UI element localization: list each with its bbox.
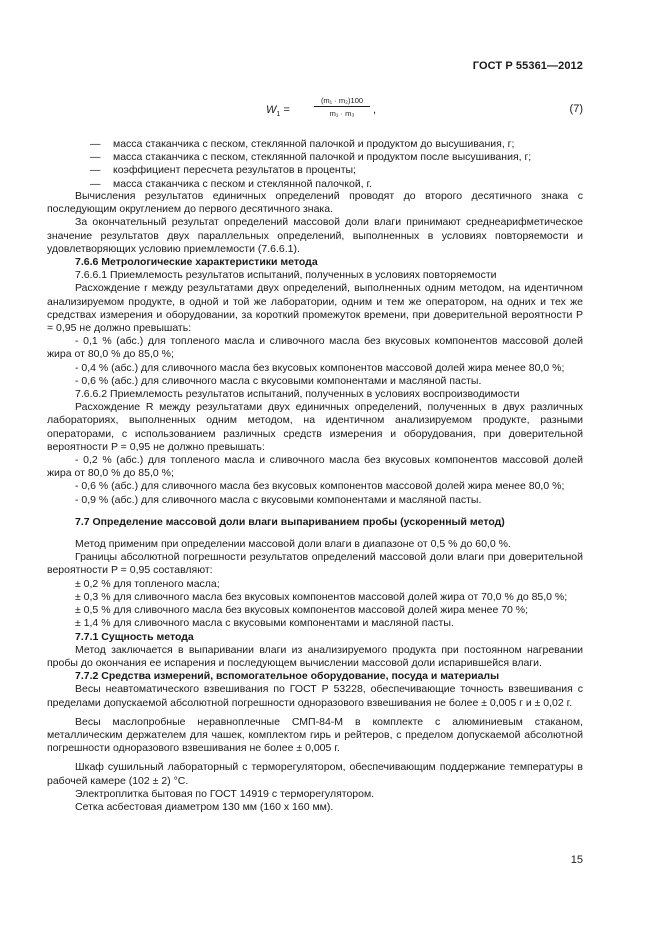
list-item: - 0,6 % (абс.) для сливочного масла без вкусовых компонентов массовой долей жира менее 80,0 %; (75, 480, 565, 493)
formula-lhs: $W_1$ = (266, 104, 290, 119)
paragraph: Расхождение R между результатами двух единичных определений, полученных в двух различных лабораториях, выполненных одним методом, на идентичном анализируемом продукте, разными операторами, с использованием различных средств измерения и оборудования, при доверительной вероятности P = 0,95 не должно превышать: (47, 401, 583, 453)
paragraph: Весы неавтоматического взвешивания по ГОСТ Р 53228, обеспечивающие точность взвешивания с пределами допускаемой абсолютной погрешности одноразового взвешивания не более ± 0,005 г и ± 0,02 г. (47, 683, 583, 709)
definition-text: коэффициент пересчета результатов в проценты; (113, 164, 356, 177)
definition-text: масса стаканчика с песком, стеклянной палочкой и продуктом до высушивания, г; (113, 138, 515, 150)
paragraph: Весы маслопробные неравноплечные СМП-84-М в комплекте с алюминиевым стаканом, металлическим держателем для чашек, комплектом гирь и рейтеров, с пределом допускаемой абсолютной погрешности одноразового взвешивания не более ± 0,005 г. (47, 715, 583, 755)
paragraph: Метод заключается в выпаривании влаги из анализируемого продукта при постоянном нагревании пробы до окончания ее испарения и последующем вычислении массовой доли испарившейся влаги. (47, 643, 583, 669)
formula-denominator: m₁ · m₃ (329, 109, 355, 118)
document-page: ГОСТ Р 55361—2012 $W_1$ = $\frac{\text{(m₁ · m₂)100}}{\text{m₁ · m₃}}$ , (7) — масса стаканчика с песком, стеклянной палочкой и продуктом до высушивания, г; — масса стаканчика с песком, стеклянной палочкой и продуктом после высушивания, г; — коэффициент пересчета результатов в проценты; — масса стаканчика с песком и стеклянной палочкой, г. Вычисления результатов единичных определений проводят до второго десятичного знака с последующим округлением до первого десятичного знака. За окончательный результат определений массовой доли влаги принимают среднеарифметическое значение результатов двух параллельных определений, выполненных в условиях повторяемости и удовлетворяющих условию приемлемости (7.6.6.1). 7.6.6 Метрологические характеристики метода 7.6.6.1 Приемлемость результатов испытаний, полученных в условиях повторяемости Расхождение r между результатами двух определений, выполненных одним методом, на идентичном анализируемом продукте, в одной и той же лаборатории, одним и тем же оператором, на одних и тех же средствах измерения и оборудовании, за короткий промежуток времени, при доверительной вероятности P = 0,95 не должно превышать: - 0,1 % (абс.) для топленого масла и сливочного масла без вкусовых компонентов массовой долей жира от 80,0 % до 85,0 %; - 0,4 % (абс.) для сливочного масла без вкусовых компонентов массовой долей жира менее 80,0 %; - 0,6 % (абс.) для сливочного масла с вкусовыми компонентами и масляной пасты. 7.6.6.2 Приемлемость результатов испытаний, полученных в условиях воспроизводимости Расхождение R между результатами двух единичных определений, полученных в двух различных лабораториях, выполненных одним методом, на идентичном анализируемом продукте, разными операторами, с использованием различных средств измерения и оборудования, при доверительной вероятности P = 0,95 не должно превышать: - 0,2 % (абс.) для топленого масла и сливочного масла без вкусовых компонентов массовой долей жира от 80,0 % до 85,0 %; - 0,6 % (абс.) для сливочного масла без вкусовых компонентов массовой долей жира менее 80,0 %; - 0,9 % (абс.) для сливочного масла с вкусовыми компонентами и масляной пасты. 7.7 Определение массовой доли влаги выпариванием пробы (ускоренный метод) Метод применим при определении массовой доли влаги в диапазоне от 0,5 % до 60,0 %. Границы абсолютной погрешности результатов определений массовой доли влаги при доверительной вероятности P = 0,95 составляют: ± 0,2 % для топленого масла; ± 0,3 % для сливочного масла без вкусовых компонентов массовой долей жира от 70,0 % до 85,0 %; ± 0,5 % для сливочного масла без вкусовых компонентов массовой долей жира менее 70 %; ± 1,4 % для сливочного масла с вкусовыми компонентами и масляной пасты. 7.7.1 Сущность метода Метод заключается в выпаривании влаги из анализируемого продукта при постоянном нагревании пробы до окончания ее испарения и последующем вычислении массовой доли испарившейся влаги. 7.7.2 Средства измерений, вспомогательное оборудование, посуда и материалы Весы неавтоматического взвешивания по ГОСТ Р 53228, обеспечивающие точность взвешивания с пределами допускаемой абсолютной погрешности одноразового взвешивания не более ± 0,005 г и ± 0,02 г. Весы маслопробные неравноплечные СМП-84-М в комплекте с алюминиевым стаканом, металлическим держателем для чашек, комплектом гирь и рейтеров, с пределом допускаемой абсолютной погрешности одноразового взвешивания не более ± 0,005 г. Шкаф сушильный лабораторный с терморегулятором, обеспечивающим поддержание температуры в рабочей камере (102 ± 2) °С. Электроплитка бытовая по ГОСТ 14919 с терморегулятором. Сетка асбестовая диаметром 130 мм (160 х 160 мм). 15 (47, 60, 583, 866)
paragraph: Сетка асбестовая диаметром 130 мм (160 х 160 мм). (75, 800, 334, 813)
definition-text: масса стаканчика с песком и стеклянной палочкой, г. (113, 177, 372, 190)
list-item: - 0,1 % (абс.) для топленого масла и сливочного масла без вкусовых компонентов массовой долей жира от 80,0 % до 85,0 %; (47, 335, 583, 361)
section-heading-7-6-6: 7.6.6 Метрологические характеристики метода (75, 256, 318, 269)
paragraph: Шкаф сушильный лабораторный с терморегулятором, обеспечивающим поддержание температуры в рабочей камере (102 ± 2) °С. (47, 761, 583, 787)
formula-numerator: (m₁ · m₂)100 (314, 96, 370, 107)
subsection-title: 7.6.6.2 Приемлемость результатов испытаний, полученных в условиях воспроизводимости (75, 388, 520, 401)
list-item: ± 1,4 % для сливочного масла с вкусовыми компонентами и масляной пасты. (75, 617, 454, 630)
list-item: ± 0,3 % для сливочного масла без вкусовых компонентов массовой долей жира от 70,0 % до 85,0 %; (75, 590, 568, 603)
section-heading-7-7-1: 7.7.1 Сущность метода (75, 630, 194, 643)
paragraph: Электроплитка бытовая по ГОСТ 14919 с терморегулятором. (75, 787, 375, 800)
paragraph: Метод применим при определении массовой доли влаги в диапазоне от 0,5 % до 60,0 %. (75, 538, 511, 551)
list-item: - 0,4 % (абс.) для сливочного масла без вкусовых компонентов массовой долей жира менее 80,0 %; (75, 361, 565, 374)
section-heading-7-7: 7.7 Определение массовой доли влаги выпариванием пробы (ускоренный метод) (75, 515, 505, 528)
list-item: - 0,2 % (абс.) для топленого масла и сливочного масла без вкусовых компонентов массовой долей жира от 80,0 % до 85,0 %; (47, 454, 583, 480)
standard-header: ГОСТ Р 55361—2012 (472, 60, 583, 72)
section-heading-7-7-2: 7.7.2 Средства измерений, вспомогательное оборудование, посуда и материалы (75, 670, 500, 683)
list-item: - 0,6 % (абс.) для сливочного масла с вкусовыми компонентами и масляной пасты. (75, 374, 482, 387)
document-body (47, 190, 583, 814)
formula-fraction (314, 96, 370, 118)
list-item: ± 0,2 % для топленого масла; (75, 577, 220, 590)
paragraph: Вычисления результатов единичных определений проводят до второго десятичного знака с последующим округлением до первого десятичного знака. (47, 190, 583, 216)
page-number: 15 (570, 854, 583, 866)
list-item: - 0,9 % (абс.) для сливочного масла с вкусовыми компонентами и масляной пасты. (75, 493, 482, 506)
list-item: ± 0,5 % для сливочного масла без вкусовых компонентов массовой долей жира менее 70 %; (75, 604, 529, 617)
subsection-title: 7.6.6.1 Приемлемость результатов испытаний, полученных в условиях повторяемости (75, 269, 497, 282)
paragraph: Границы абсолютной погрешности результатов определений массовой доли влаги при доверительной вероятности P = 0,95 составляют: (47, 551, 583, 577)
formula-comma: , (373, 104, 377, 116)
definition-text: масса стаканчика с песком, стеклянной палочкой и продуктом после высушивания, г; (113, 151, 532, 164)
paragraph: За окончательный результат определений массовой доли влаги принимают среднеарифметическое значение результатов двух параллельных определений, выполненных в условиях повторяемости и удовлетворяющих условию приемлемости (7.6.6.1). (47, 216, 583, 255)
formula-number: (7) (569, 103, 583, 115)
paragraph: Расхождение r между результатами двух определений, выполненных одним методом, на идентичном анализируемом продукте, в одной и той же лаборатории, одним и тем же оператором, на одних и тех же средствах измерения и оборудовании, за короткий промежуток времени, при доверительной вероятности P = 0,95 не должно превышать: (47, 282, 583, 335)
